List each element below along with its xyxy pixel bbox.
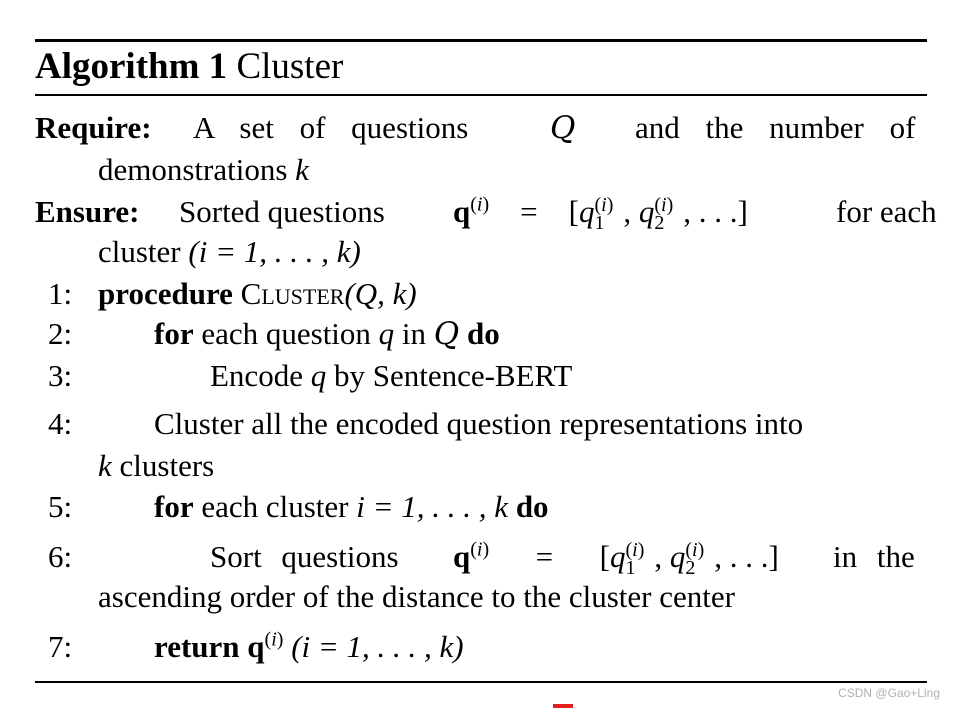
procedure-args: (Q, k) [344, 276, 417, 311]
step-2-in: in [401, 316, 427, 351]
title-rule [35, 94, 927, 96]
do-keyword: do [466, 316, 500, 351]
return-keyword: return [154, 629, 240, 664]
step-5-content [154, 487, 549, 527]
step-6-number: 6: [48, 539, 73, 574]
step-2-text: each question [201, 316, 371, 351]
step-6-formula: $q^{(i)}$ = [$q_1^{(i)}$ , $q_2^{(i)}$ , . . .] [453, 538, 779, 580]
ensure-keyword: Ensure: [35, 194, 140, 229]
require-text: A set of questions [193, 110, 469, 145]
require-set-symbol: Q [550, 110, 576, 146]
algorithm-name: Cluster [236, 46, 344, 87]
step-4-number: 4: [48, 406, 73, 441]
step-6-text-end: in the [833, 539, 915, 574]
require-k: k [295, 152, 309, 187]
step-6-continuation [98, 577, 735, 617]
step-3-text-2: by Sentence-BERT [333, 358, 573, 393]
step-5-number: 5: [48, 489, 73, 524]
ensure-range: (i = 1, . . . , k) [188, 234, 361, 269]
step-1-number: 1: [48, 276, 73, 311]
watermark: CSDN @Gao+Ling [838, 686, 940, 700]
step-2-number: 2: [48, 316, 73, 351]
bottom-rule [35, 681, 927, 683]
ensure-cluster-text: cluster [98, 234, 181, 269]
step-5-expr: i = 1, . . . , k [356, 489, 509, 524]
for-keyword: for [154, 316, 194, 351]
step-4-continuation [98, 446, 214, 486]
require-text-2: demonstrations [98, 152, 288, 187]
step-4-clusters: clusters [119, 448, 215, 483]
step-2-var: q [378, 316, 395, 351]
procedure-name: Cluster [240, 276, 345, 311]
step-3-text: Encode [210, 358, 303, 393]
do-keyword-2: do [515, 489, 549, 524]
require-keyword: Require: [35, 110, 152, 145]
step-2-set: Q [433, 316, 460, 352]
step-3-var: q [310, 358, 327, 393]
step-6-cont-text: ascending order of the distance to the cluster center [98, 579, 735, 614]
require-line-2 [98, 150, 309, 190]
for-keyword-2: for [154, 489, 194, 524]
step-7-content [154, 627, 464, 667]
step-1-content [98, 274, 417, 314]
ensure-line-2 [98, 232, 361, 272]
step-4-text: Cluster all the encoded question representations into [154, 406, 804, 441]
step-4-k: k [98, 448, 112, 483]
top-rule [35, 39, 927, 42]
ensure-formula: $q^{(i)}$ = [$q_1^{(i)}$ , $q_2^{(i)}$ , . . .] [453, 193, 748, 235]
step-2-content [154, 314, 500, 354]
ensure-line-1 [35, 192, 937, 235]
require-line-1 [35, 108, 927, 148]
step-6-text: Sort questions [210, 539, 399, 574]
ensure-text: Sorted questions [179, 194, 385, 229]
procedure-keyword: procedure [98, 276, 233, 311]
step-3-content [210, 356, 572, 396]
ensure-text-end: for each [836, 194, 937, 229]
algorithm-title [35, 44, 343, 90]
step-3-number: 3: [48, 358, 73, 393]
algorithm-label: Algorithm 1 [35, 46, 228, 87]
require-text-end: and the number of [635, 110, 916, 145]
step-7-number: 7: [48, 629, 73, 664]
red-mark [553, 704, 573, 708]
return-value: $q^{(i)}$ [247, 628, 284, 664]
step-5-text: each cluster [201, 489, 349, 524]
step-7-range: (i = 1, . . . , k) [291, 629, 464, 664]
